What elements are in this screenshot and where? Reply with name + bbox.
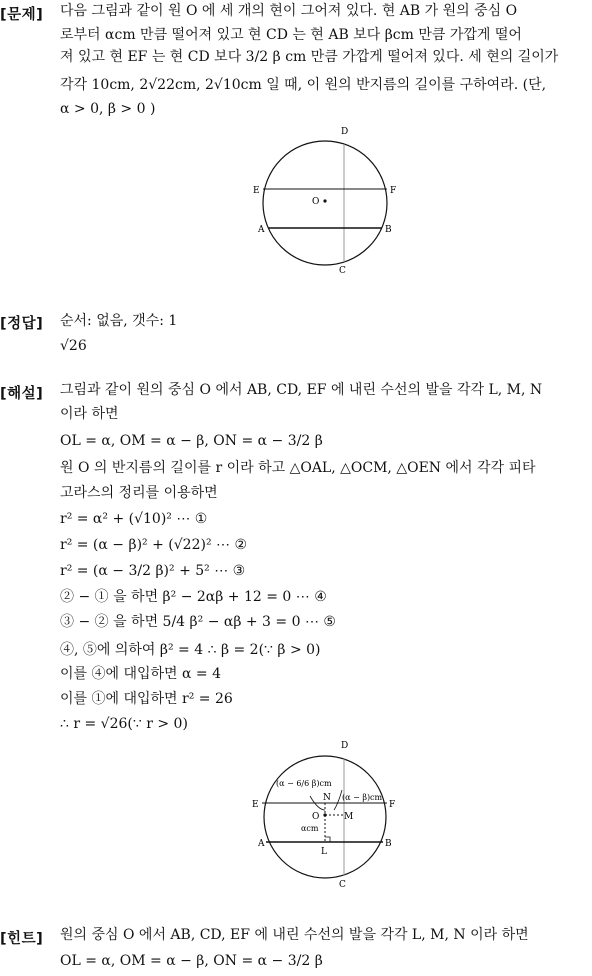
problem-line-3: 져 있고 현 EF 는 현 CD 보다 3/2 β cm 만큼 가깝게 떨어져 있다. 세 현의 길이가 [60, 49, 559, 65]
solution-circle-figure [246, 738, 406, 892]
label-f: F [390, 186, 397, 196]
label-c: C [339, 880, 346, 890]
circle [263, 141, 387, 265]
hint-line-1: 원의 중심 O 에서 AB, CD, EF 에 내린 수선의 발을 각각 L, M, N 이라 하면 [60, 927, 529, 943]
answer-value: √26 [60, 338, 87, 354]
solution-line-13: 이를 ①에 대입하면 r² = 26 [60, 691, 233, 707]
solution-tag: [해설] [0, 386, 44, 402]
hint-tag: [힌트] [0, 931, 44, 947]
solution-line-1: 그림과 같이 원의 중심 O 에서 AB, CD, EF 에 내린 수선의 발을 각각 L, M, N [60, 382, 543, 398]
annotation-on: (α − 6/6 β)cm [276, 779, 332, 788]
annotation-ol: αcm [301, 824, 319, 833]
answer-tag: [정답] [0, 316, 44, 332]
solution-line-5: 고라스의 정리를 이용하면 [60, 485, 218, 501]
solution-line-11: ④, ⑤에 의하여 β² = 4 ∴ β = 2(∵ β > 0) [60, 642, 321, 658]
label-b: B [385, 225, 392, 235]
label-n: N [323, 793, 331, 803]
solution-line-3: OL = α, OM = α − β, ON = α − 3/2 β [60, 433, 323, 449]
problem-line-4: 각각 10cm, 2√22cm, 2√10cm 일 때, 이 원의 반지름의 길이를 구하여라. (단, [60, 77, 547, 93]
annotation-om: (α − β)cm [342, 793, 383, 802]
problem-tag: [문제] [0, 7, 44, 23]
label-o: O [312, 812, 320, 822]
center-dot [323, 199, 326, 202]
label-l: L [321, 847, 327, 857]
label-d: D [341, 741, 349, 751]
label-f: F [389, 800, 396, 810]
center-dot [323, 813, 326, 816]
solution-line-14: ∴ r = √26(∵ r > 0) [60, 716, 188, 732]
label-a: A [258, 225, 265, 235]
brace-om [334, 790, 342, 810]
label-e: E [253, 186, 260, 196]
label-e: E [252, 800, 259, 810]
solution-line-2: 이라 하면 [60, 406, 119, 422]
solution-line-9: ② − ① 을 하면 β² − 2αβ + 12 = 0 ⋯ ④ [60, 589, 327, 605]
answer-meta: 순서: 없음, 갯수: 1 [60, 313, 178, 329]
label-c: C [339, 266, 346, 276]
hint-line-2: OL = α, OM = α − β, ON = α − 3/2 β [60, 953, 323, 969]
solution-line-6: r² = α² + (√10)² ⋯ ① [60, 511, 208, 527]
solution-line-8: r² = (α − 3/2 β)² + 5² ⋯ ③ [60, 563, 246, 579]
label-m: M [344, 812, 354, 822]
solution-line-12: 이를 ④에 대입하면 α = 4 [60, 666, 222, 682]
label-o: O [312, 197, 320, 207]
problem-line-1: 다음 그림과 같이 원 O 에 세 개의 현이 그어져 있다. 현 AB 가 원의 중심 O [60, 3, 518, 19]
solution-line-10: ③ − ② 을 하면 5/4 β² − αβ + 3 = 0 ⋯ ⑤ [60, 614, 336, 630]
problem-circle-figure [246, 122, 406, 280]
label-a: A [258, 839, 265, 849]
label-d: D [341, 127, 349, 137]
solution-line-7: r² = (α − β)² + (√22)² ⋯ ② [60, 537, 248, 553]
problem-line-5: α > 0, β > 0 ) [60, 101, 156, 117]
label-b: B [385, 839, 392, 849]
problem-line-2: 로부터 αcm 만큼 떨어져 있고 현 CD 는 현 AB 보다 βcm 만큼 가깝게 떨어 [60, 27, 522, 43]
solution-line-4: 원 O 의 반지름의 길이를 r 이라 하고 △OAL, △OCM, △OEN 에서 각각 피타 [60, 460, 536, 476]
